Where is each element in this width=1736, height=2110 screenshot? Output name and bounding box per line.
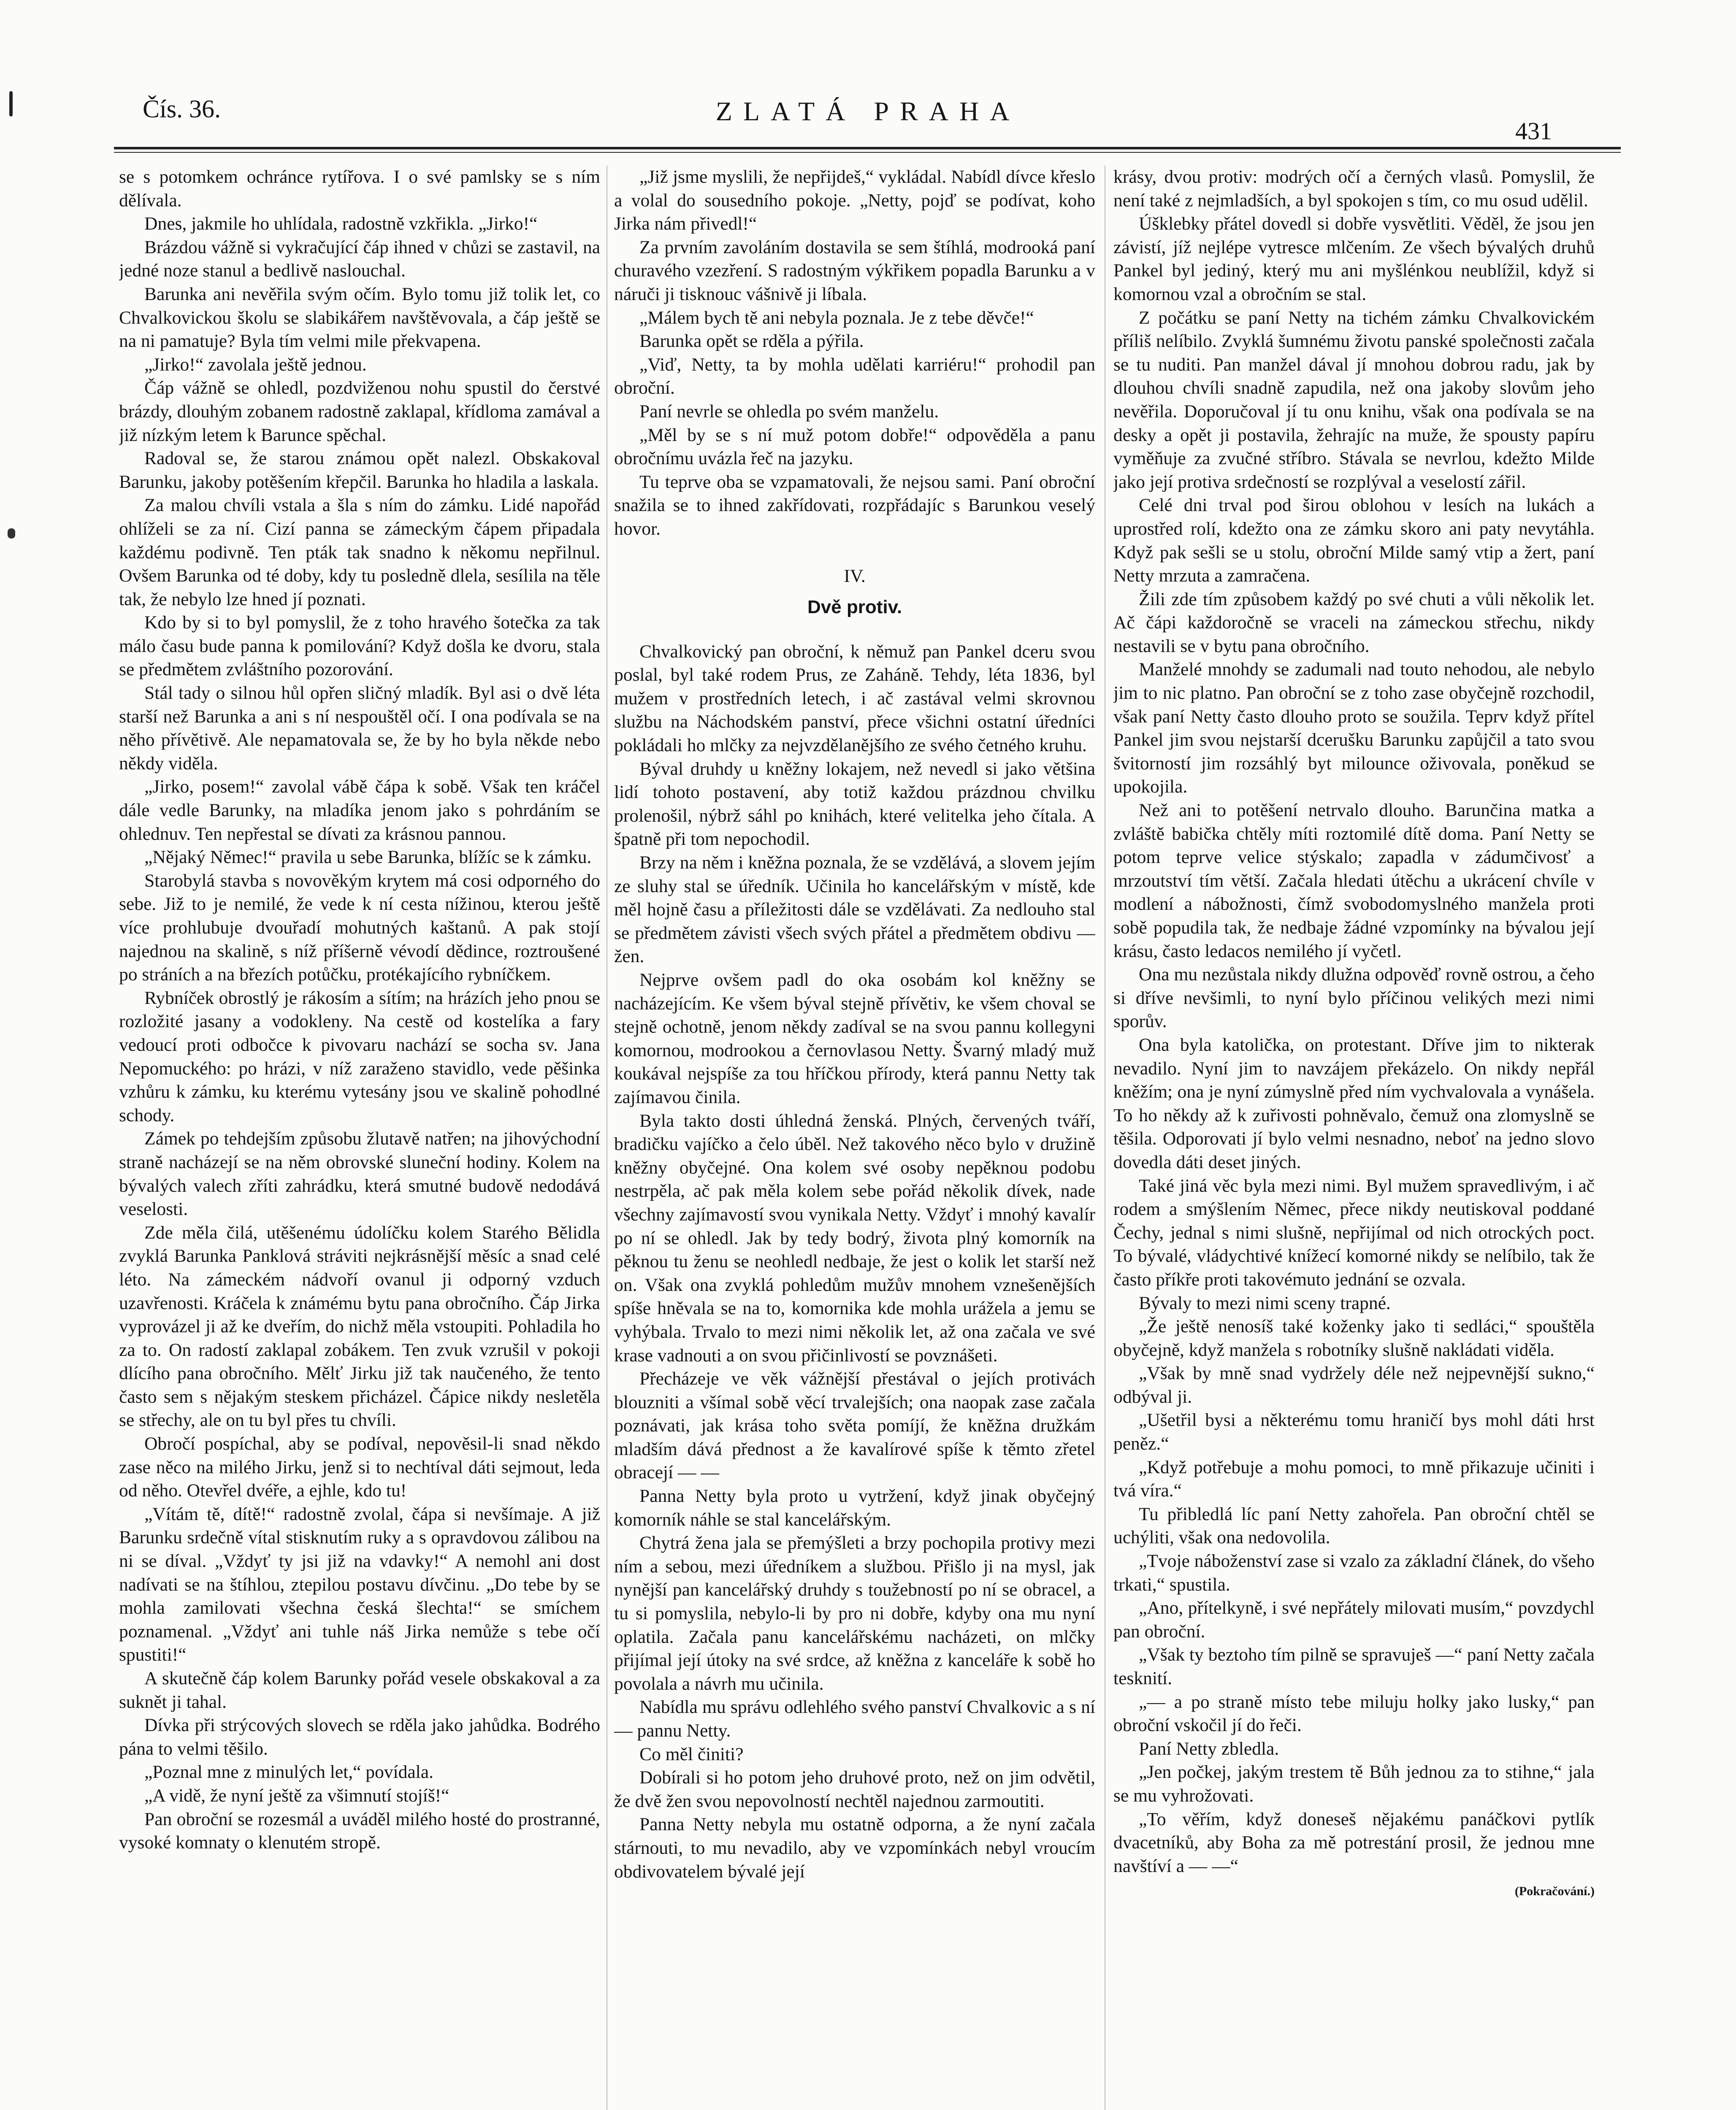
paragraph: „— a po straně místo tebe miluju holky jako lusky,“ pan obroční vskočil jí do řeči. <box>1113 1691 1595 1736</box>
text-column-1 <box>119 165 600 2110</box>
paragraph: Celé dni trval pod širou oblohou v lesích na lukách a uprostřed rolí, kdežto ona ze zámku skoro ani paty nevytáhla. Když pak sešli se u stolu, obroční Milde samý vtip a žert, paní Netty mrzuta a zamračena. <box>1113 495 1595 586</box>
paragraph: „Měl by se s ní muž potom dobře!“ odpověděla a panu obročnímu uvázla řeč na jazyku. <box>614 425 1095 469</box>
paragraph: Obročí pospíchal, aby se podíval, nepověsil-li snad někdo zase něco na milého Jirku, jenž si to nechtíval dáti sejmout, leda od něho. Otevřel dvéře, a ejhle, kdo tu! <box>119 1434 600 1501</box>
continued-note <box>1113 1878 1595 1903</box>
paragraph: „Však by mně snad vydržely déle než nejpevnější sukno,“ odbýval ji. <box>1113 1363 1595 1407</box>
paragraph: „Jen počkej, jakým trestem tě Bůh jednou za to stihne,“ jala se mu vyhrožovati. <box>1113 1762 1595 1806</box>
journal-title: ZLATÁ PRAHA <box>715 96 1021 126</box>
paragraph: Pan obroční se rozesmál a uváděl milého hosté do prostranné, vysoké komnaty o klenutém stropě. <box>119 1809 600 1853</box>
paragraph: „To věřím, když doneseš nějakému panáčkovi pytlík dvacetníků, aby Boha za mě potrestání prosil, že jednou mne navštíví a — —“ <box>1113 1809 1595 1876</box>
paragraph: Kdo by si to byl pomyslil, že z toho hravého šotečka za tak málo času bude panna k pomilování? Když došla ke dvoru, stala se předmětem zvláštního pozorování. <box>119 612 600 680</box>
paragraph: Manželé mnohdy se zadumali nad touto nehodou, ale nebylo jim to nic platno. Pan obroční se z toho zase obyčejně rozchodil, však paní Netty často dlouho proto se soužila. Teprv když přítel Pankel jim svou nejstarší dcerušku Barunku zapůjčil a tato svou švitorností jim rozsáhlý byt milounce oživovala, poněkud se upokojila. <box>1113 659 1595 797</box>
paragraph: Přecházeje ve věk vážnější přestával o jejích protivách blouzniti a všímal sobě věcí trvalejších; ona naopak zase začala poznávati, jak krása toho světa pomíjí, že kněžna družkám mladším dává přednost a že kavalírové spíše k těmto zřetel obracejí — — <box>614 1369 1095 1483</box>
paragraph: Dívka při strýcových slovech se rděla jako jahůdka. Bodrého pána to velmi těšilo. <box>119 1715 600 1759</box>
issue-number: Čís. 36. <box>143 95 221 123</box>
paragraph: Tu přibledlá líc paní Netty zahořela. Pan obroční chtěl se uchýliti, však ona nedovolila. <box>1113 1504 1595 1548</box>
paragraph: Čáp vážně se ohledl, pozdviženou nohu spustil do čerstvé brázdy, dlouhým zobanem radostně zaklapal, křídloma zamával a již nízkým letem k Barunce spěchal. <box>119 378 600 445</box>
paragraph: „Ušetřil bysi a některému tomu hraničí bys mohl dáti hrst peněz.“ <box>1113 1410 1595 1454</box>
paragraph: Chvalkovický pan obroční, k němuž pan Pankel dceru svou poslal, byl také rodem Prus, ze Zaháně. Tehdy, léta 1836, byl mužem v prostředních letech, i ač zastával velmi skrovnou službu na Náchodském panství, přece všichni ostatní úředníci pokládali ho mlčky za nejvzdělanějšího ze svého četného kruhu. <box>614 641 1095 756</box>
page-number: 431 <box>1515 117 1552 145</box>
paragraph: „Málem bych tě ani nebyla poznala. Je z tebe děvče!“ <box>639 307 1034 328</box>
paragraph: Rybníček obrostlý je rákosím a sítím; na hrázích jeho pnou se rozložité jasany a vodokleny. Na cestě od kostelíka a fary vedoucí proti odbočce k pivovaru nachází se socha sv. Jana Nepomuckého: po hrázi, v níž zaraženo stavidlo, vede pěšinka vzhůru k zámku, ku kterému vytesány jsou ve skalině pohodlné schody. <box>119 987 600 1125</box>
paragraph: Paní Netty zbledla. <box>1139 1738 1279 1759</box>
paragraph: „Viď, Netty, ta by mohla udělati karriéru!“ prohodil pan obroční. <box>614 354 1095 398</box>
paragraph: Byla takto dosti úhledná ženská. Plných, červených tváří, bradičku vajíčko a čelo úběl. Než takového něco bylo v družině kněžny obyčejné. Ona kolem své osoby nepěknou podobu nestrpěla, ač pak měla kolem sebe pořád několik dívek, nade všechny zajímavostí svou vynikala Netty. Vždyť i mnohý kavalír po ní se ohledl. Jak by tedy bodrý, života plný komorník na pěknou tu ženu se neohledl nedbaje, že jest o kolik let starší než on. Však ona zvyklá pohledům mužův mnohem vznešenějších spíše hněvala se na to, komornika kde mohla urážela a jemu se vyhýbala. Trvalo to mezi nimi několik let, až ona začala ve své krase vadnouti a on svou přičinlivostí se povznášeti. <box>614 1110 1095 1366</box>
paragraph: Brzy na něm i kněžna poznala, že se vzdělává, a slovem jejím ze sluhy stal se úředník. Učinila ho kancelářským v místě, kde měl hojně času a příležitosti dále se vzdělávati. Za nedlouho stal se předmětem závisti všech svých přátel a předmětem obdivu — žen. <box>614 852 1095 967</box>
paragraph: Brázdou vážně si vykračující čáp ihned v chůzi se zastavil, na jedné noze stanul a bedlivě naslouchal. <box>119 237 600 281</box>
paragraph: Co měl činiti? <box>639 1744 744 1764</box>
paragraph: „Jirko, posem!“ zavolal vábě čápa k sobě. Však ten kráčel dále vedle Barunky, na mladíka jenom jako s pohrdáním se ohlednuv. Ten nepřestal se dívati za krásnou pannou. <box>119 776 600 844</box>
chapter-title: Dvě protiv. <box>807 597 902 618</box>
text-column-3 <box>1113 165 1595 2110</box>
paragraph: Panna Netty nebyla mu ostatně odporna, a že nyní začala stárnouti, to mu nevadilo, aby ve vzpomínkách nebyl vroucím obdivovatelem bývalé její <box>614 1814 1095 1882</box>
paragraph: Barunka ani nevěřila svým očím. Bylo tomu již tolik let, co Chvalkovickou školu se slabikářem navštěvovala, a čáp ještě se na ni pamatuje? Byla tím velmi mile překvapena. <box>119 284 600 352</box>
paragraph: „Již jsme myslili, že nepřijdeš,“ vykládal. Nabídl dívce křeslo a volal do sousedního pokoje. „Netty, pojď se podívat, koho Jirka nám přivedl!“ <box>614 167 1095 234</box>
paragraph: „Ano, přítelkyně, i své nepřátely milovati musím,“ povzdychl pan obroční. <box>1113 1598 1595 1642</box>
column-2-chapter-text <box>614 640 1095 1883</box>
paragraph: „A vidě, že nyní ještě za všimnutí stojíš!“ <box>144 1785 450 1806</box>
margin-ink-mark <box>8 528 15 538</box>
paragraph: „Tvoje náboženství zase si vzalo za základní článek, do všeho trkati,“ spustila. <box>1113 1551 1595 1595</box>
chapter-number: IV. <box>844 565 866 586</box>
paragraph: Býval druhdy u kněžny lokajem, než nevedl si jako většina lidí tohoto postavení, aby totiž každou prázdnou chvilku prolenošil, nýbrž sáhl po knihách, které velitelka jeho čítala. A špatně při tom nepochodil. <box>614 758 1095 849</box>
paragraph: Dnes, jakmile ho uhlídala, radostně vzkřikla. „Jirko!“ <box>144 214 538 234</box>
text-column-2 <box>614 165 1095 2110</box>
paragraph: Stál tady o silnou hůl opřen sličný mladík. Byl asi o dvě léta starší než Barunka a ani s ní nespouštěl očí. I ona podívala se na něho přívětivě. Ale nepamatovala se, že by ho byla někde nebo někdy viděla. <box>119 683 600 774</box>
paragraph: Za prvním zavoláním dostavila se sem štíhlá, modrooká paní churavého vzezření. S radostným výkřikem popadla Barunku a v náruči ji tisknouc vášnivě ji líbala. <box>614 237 1095 304</box>
paragraph: Úšklebky přátel dovedl si dobře vysvětliti. Věděl, že jsou jen závistí, jíž nejlépe vytresce mlčením. Ze všech bývalých druhů Pankel byl jediný, který mu ani myšlénkou neublížil, když si komornou vzal a obročním se stal. <box>1113 214 1595 304</box>
column-2-opening-text <box>614 165 1095 541</box>
paragraph: Bývaly to mezi nimi sceny trapné. <box>1139 1293 1391 1313</box>
paragraph: Žili zde tím způsobem každý po své chuti a vůli několik let. Ač čápi každoročně se vraceli na zámeckou střechu, nikdy nestavili se v bytu pana obročního. <box>1113 589 1595 656</box>
paragraph: Z počátku se paní Netty na tichém zámku Chvalkovickém příliš nelíbilo. Zvyklá šumnému životu panské společnosti začala se tu nuditi. Pan manžel dával jí mnohou dobrou radu, jak by dlouhou chvíli snadně zapudila, než ona jakoby slovům jeho nevěřila. Doporučoval jí tu onu knihu, však ona podívala se na desky a opět ji postavila, žehrajíc na muže, že spousty papíru vyměňuje za zvučné stříbro. Stávala se nevrlou, kdežto Milde jako její protiva srdečností se rozplýval a veselostí zářil. <box>1113 307 1595 492</box>
paragraph: Nejprve ovšem padl do oka osobám kol kněžny se nacházejícím. Ke všem býval stejně přívětiv, ke všem choval se stejně ochotně, jenom někdy zadíval se na svou pannu kollegyni komornou, modrookou a černovlasou Netty. Švarný mladý muž koukával nejspíše za tou hříčkou přírody, která pannu Netty tak zajímavou činila. <box>614 970 1095 1107</box>
paragraph: Za malou chvíli vstala a šla s ním do zámku. Lidé napořád ohlíželi se za ní. Cizí panna se zámeckým čápem připadala každému podivně. Ten pták tak snadno k někomu nepřilnul. Ovšem Barunka od té doby, kdy tu posledně dlela, sesílila na těle tak, že nebylo lze hned jí poznati. <box>119 495 600 609</box>
paragraph: Radoval se, že starou známou opět nalezl. Obskakoval Barunku, jakoby potěšením křepčil. Barunka ho hladila a laskala. <box>119 448 600 492</box>
paragraph: Tu teprve oba se vzpamatovali, že nejsou sami. Paní obroční snažila se to ihned zakřídovati, rozpřádajíc s Barunkou veselý hovor. <box>614 471 1095 539</box>
paragraph: Také jiná věc byla mezi nimi. Byl mužem spravedlivým, i ač rodem a smýšlením Němec, přece nikdy neutiskoval poddané Čechy, jednal s nimi slušně, nepřijímal od nich otrockých poct. To bývalé, vládychtivé knížecí komorné nikdy se nelíbilo, tak že často příkře proti takovémuto jednání se ozvala. <box>1113 1175 1595 1290</box>
paragraph: Zámek po tehdejším způsobu žlutavě natřen; na jihovýchodní straně nacházejí se na něm obrovské sluneční hodiny. Kolem na bývalých valech zříti zahrádku, která smutné budově nedodává veselosti. <box>119 1128 600 1220</box>
paragraph: Dobírali si ho potom jeho druhové proto, než on jim odvětil, že dvě žen svou nepovolností nechtěl najednou zarmoutiti. <box>614 1767 1095 1811</box>
paragraph: Zde měla čilá, utěšenému údolíčku kolem Starého Bělidla zvyklá Barunka Panklová stráviti nejkrásnější měsíc a snad celé léto. Na zámeckém nádvoří ovanul ji odporný vzduch uzavřenosti. Kráčela k známému bytu pana obročního. Čáp Jirka vyprovázel ji až ke dveřím, do nichž měla vstoupiti. Pohladila ho za to. On radostí zaklapal zobákem. Ten zvuk vzrušil v pokoji dlícího pana obročního. Mělť Jirku již tak naučeného, že tento často sem s nějakým steskem přicházel. Čápice nikdy nesletěla se střechy, ale on tu byl přes tu chvíli. <box>119 1222 600 1431</box>
paragraph: Nabídla mu správu odlehlého svého panství Chvalkovic a s ní — pannu Netty. <box>614 1697 1095 1741</box>
paragraph: „Nějaký Němec!“ pravila u sebe Barunka, blížíc se k zámku. <box>144 847 592 868</box>
paragraph: „Že ještě nenosíš také koženky jako ti sedláci,“ spouštěla obyčejně, když manžela s robotníky slušně nakládati viděla. <box>1113 1316 1595 1360</box>
paragraph: „Poznal mne z minulých let,“ povídala. <box>144 1762 433 1783</box>
column-3-text <box>1113 165 1595 1878</box>
paragraph: A skutečně čáp kolem Barunky pořád vesele obskakoval a za suknět ji tahal. <box>119 1668 600 1712</box>
paragraph: „Vítám tě, dítě!“ radostně zvolal, čápa si nevšímaje. A již Barunku srdečně vítal stisknutím ruky a s opravdovou zálibou na ni se díval. „Vždyť ty jsi již na vdavky!“ A nemohl ani dost nadívati se na štíhlou, ztepilou postavu dívčinu. „Do tebe by se mohla zamilovati všechna česká šlechta!“ se smíchem poznamenal. „Vždyť ani tuhle náš Jirka nemůže s tebe očí spustiti!“ <box>119 1504 600 1665</box>
header-rule <box>114 147 1621 153</box>
paragraph: Ona byla katolička, on protestant. Dříve jim to nikterak nevadilo. Nyní jim to navzájem překázelo. On nikdy nepřál kněžím; ona je nyní zúmyslně před ním vychvalovala a vynášela. To ho někdy až k zuřivosti pohněvalo, čemuž ona zlomyslně se těšila. Odporovati jí bylo velmi nesnadno, neboť na jedno slovo dovedla dáti deset jiných. <box>1113 1034 1595 1172</box>
paragraph: Chytrá žena jala se přemýšleti a brzy pochopila protivy mezi ním a sebou, mezi úředníkem a službou. Přišlo ji na mysl, jak nynější pan kancelářský druhdy s toužebností po ní se obracel, a tu si pomyslila, nebylo-li by pro ni dobře, kdyby ona mu nyní oplatila. Začala panu kancelářskému nacházeti, on mlčky přijímal její útoky na své srdce, až kněžna z kanceláře k sobě ho povolala a návrh mu učinila. <box>614 1533 1095 1694</box>
paragraph: Ona mu nezůstala nikdy dlužna odpověď rovně ostrou, a čeho si dříve nevšimli, to nyní bylo příčinou velikých mezi nimi sporův. <box>1113 964 1595 1032</box>
paragraph: „Však ty beztoho tím pilně se spravuješ —“ paní Netty začala tesknití. <box>1113 1645 1595 1688</box>
paragraph: Paní nevrle se ohledla po svém manželu. <box>639 401 939 422</box>
paragraph: „Jirko!“ zavolala ještě jednou. <box>144 354 367 375</box>
paragraph: Barunka opět se rděla a pýřila. <box>639 331 864 352</box>
paragraph: se s potomkem ochránce rytířova. I o své pamlsky se s ním dělívala. <box>119 167 600 211</box>
paragraph: krásy, dvou protiv: modrých očí a černých vlasů. Pomyslil, že není také z nejmladších, a byl spokojen s tím, co mu osud udělil. <box>1113 167 1595 211</box>
paragraph: „Když potřebuje a mohu pomoci, to mně přikazuje učiniti i tvá víra.“ <box>1113 1457 1595 1501</box>
paragraph: Panna Netty byla proto u vytržení, když jinak obyčejný komorník náhle se stal kancelářským. <box>614 1486 1095 1530</box>
paragraph: Starobylá stavba s novověkým krytem má cosi odporného do sebe. Již to je nemilé, že vede k ní cesta nížinou, kterou ještě více prohlubuje dvouřadí mohutných kaštanů. A pak stojí najednou na skalině, s níž příšerně vévodí dědince, roztroušené po stráních a na březích potůčku, protékajícího rybníčkem. <box>119 870 600 985</box>
continued-label: (Pokračování.) <box>1514 1884 1595 1899</box>
paragraph: Než ani to potěšení netrvalo dlouho. Barunčina matka a zvláště babička chtěly míti roztomilé dítě doma. Paní Netty se potom teprve velice stýskalo; zapadla v zádumčivosť a mrzoutství tím větší. Začala hledati útěchu a ukrácení chvíle v modlení a nábožnosti, čímž svobodomyslného manžela proti sobě popudila tak, že nedbaje žádné vzpomínky na bývalou její krásu, často ledacos nemilého jí vyčetl. <box>1113 800 1595 961</box>
